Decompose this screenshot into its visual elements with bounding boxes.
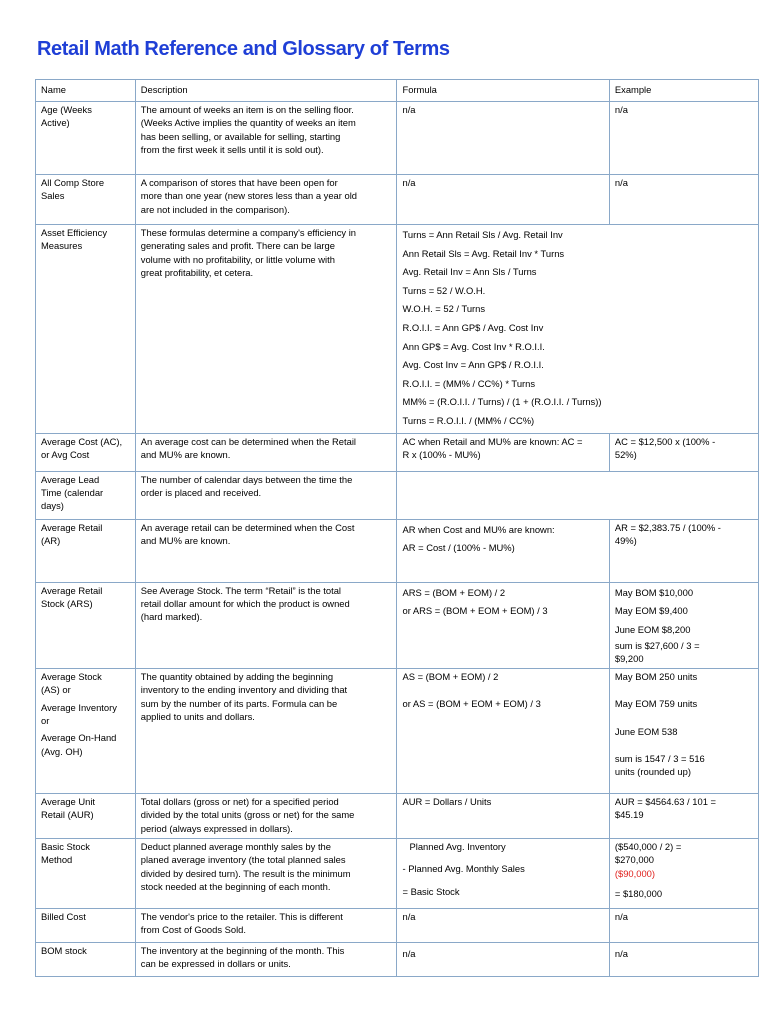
negative-value: ($90,000) xyxy=(614,867,656,879)
term-name: Average Unit Retail (AUR) xyxy=(36,793,136,838)
header-description: Description xyxy=(135,80,397,102)
header-name: Name xyxy=(36,80,136,102)
term-name: Average Lead Time (calendar days) xyxy=(36,471,136,519)
term-example: May BOM $10,000 May EOM $9,400 June EOM $8,200 sum is $27,600 / 3 = $9,200 xyxy=(609,582,758,668)
term-example: AC = $12,500 x (100% - 52%) xyxy=(609,433,758,471)
term-description: An average retail can be determined when the Cost and MU% are known. xyxy=(135,519,397,582)
table-row xyxy=(36,175,759,225)
term-description: An average cost can be determined when the Retail and MU% are known. xyxy=(135,433,397,471)
term-name: Asset Efficiency Measures xyxy=(36,225,136,434)
term-formula: AUR = Dollars / Units xyxy=(397,793,609,838)
term-name: Average Retail Stock (ARS) xyxy=(36,582,136,668)
term-formula: n/a xyxy=(397,175,609,225)
glossary-table xyxy=(35,79,759,977)
table-row xyxy=(36,519,759,582)
term-example: AUR = $4564.63 / 101 = $45.19 xyxy=(609,793,758,838)
page-title: Retail Math Reference and Glossary of Terms xyxy=(37,38,450,60)
term-description: Total dollars (gross or net) for a specified period divided by the total units (gross or net) for the same period (always expressed in dollars). xyxy=(135,793,397,838)
term-name: Average Retail (AR) xyxy=(36,519,136,582)
term-description: See Average Stock. The term “Retail” is the total retail dollar amount for which the product is owned (hard marked). xyxy=(135,582,397,668)
term-name: Age (Weeks Active) xyxy=(36,102,136,175)
term-formula: Planned Avg. Inventory - Planned Avg. Monthly Sales = Basic Stock xyxy=(397,838,609,908)
term-description: The number of calendar days between the time the order is placed and received. xyxy=(135,471,397,519)
table-row xyxy=(36,225,759,434)
term-example: May BOM 250 units May EOM 759 units June EOM 538 sum is 1547 / 3 = 516 units (rounded up) xyxy=(609,668,758,793)
header-example: Example xyxy=(609,80,758,102)
table-row xyxy=(36,838,759,908)
term-description: These formulas determine a company's efficiency in generating sales and profit. There can be large volume with no profitability, or little volume with great profitability, et cetera. xyxy=(135,225,397,434)
table-row xyxy=(36,471,759,519)
term-description: The inventory at the beginning of the month. This can be expressed in dollars or units. xyxy=(135,942,397,976)
term-example: n/a xyxy=(609,175,758,225)
term-example: n/a xyxy=(609,908,758,942)
term-formula: n/a xyxy=(397,942,609,976)
table-row xyxy=(36,942,759,976)
term-example: ($540,000 / 2) = $270,000 ($90,000) = $180,000 xyxy=(609,838,758,908)
term-description: The quantity obtained by adding the beginning inventory to the ending inventory and dividing that sum by the number of its parts. Formula can be applied to units and dollars. xyxy=(135,668,397,793)
table-row xyxy=(36,793,759,838)
term-formula: n/a xyxy=(397,908,609,942)
term-name: Average Stock (AS) or Average Inventory or Average On-Hand (Avg. OH) xyxy=(36,668,136,793)
table-row xyxy=(36,668,759,793)
term-name: Billed Cost xyxy=(36,908,136,942)
term-formula: n/a xyxy=(397,102,609,175)
term-description: Deduct planned average monthly sales by the planed average inventory (the total planned sales divided by desired turn). The result is the minimum stock needed at the beginning of each month. xyxy=(135,838,397,908)
term-description: The amount of weeks an item is on the selling floor. (Weeks Active implies the quantity of weeks an item has been selling, or available for selling, starting from the first week it sells until it is sold out). xyxy=(135,102,397,175)
table-row xyxy=(36,102,759,175)
term-formula: AR when Cost and MU% are known: AR = Cost / (100% - MU%) xyxy=(397,519,609,582)
term-name: All Comp Store Sales xyxy=(36,175,136,225)
term-formula: AC when Retail and MU% are known: AC = R x (100% - MU%) xyxy=(397,433,609,471)
term-name: BOM stock xyxy=(36,942,136,976)
table-row xyxy=(36,433,759,471)
term-description: The vendor's price to the retailer. This is different from Cost of Goods Sold. xyxy=(135,908,397,942)
term-formula: AS = (BOM + EOM) / 2 or AS = (BOM + EOM + EOM) / 3 xyxy=(397,668,609,793)
term-formula: Turns = Ann Retail Sls / Avg. Retail Inv Ann Retail Sls = Avg. Retail Inv * Turns Avg. Retail Inv = Ann Sls / Turns Turns = 52 / W.O.H. W.O.H. = 52 / Turns R.O.I.I. = Ann GP$ / Avg. Cost Inv Ann GP$ = Avg. Cost Inv * R.O.I.I. Avg. Cost Inv = Ann GP$ / R.O.I.I. R.O.I.I. = (MM% / CC%) * Turns MM% = (R.O.I.I. / Turns) / (1 + (R.O.I.I. / Turns)) Turns = R.O.I.I. / (MM% / CC%) xyxy=(397,225,759,434)
header-formula: Formula xyxy=(397,80,609,102)
term-description: A comparison of stores that have been open for more than one year (new stores less than a year old are not included in the comparison). xyxy=(135,175,397,225)
term-example: n/a xyxy=(609,942,758,976)
term-formula: ARS = (BOM + EOM) / 2 or ARS = (BOM + EOM + EOM) / 3 xyxy=(397,582,609,668)
term-example: AR = $2,383.75 / (100% - 49%) xyxy=(609,519,758,582)
table-row xyxy=(36,908,759,942)
term-formula xyxy=(397,471,759,519)
table-row xyxy=(36,582,759,668)
table-header-row xyxy=(36,80,759,102)
term-name: Average Cost (AC), or Avg Cost xyxy=(36,433,136,471)
term-example: n/a xyxy=(609,102,758,175)
term-name: Basic Stock Method xyxy=(36,838,136,908)
